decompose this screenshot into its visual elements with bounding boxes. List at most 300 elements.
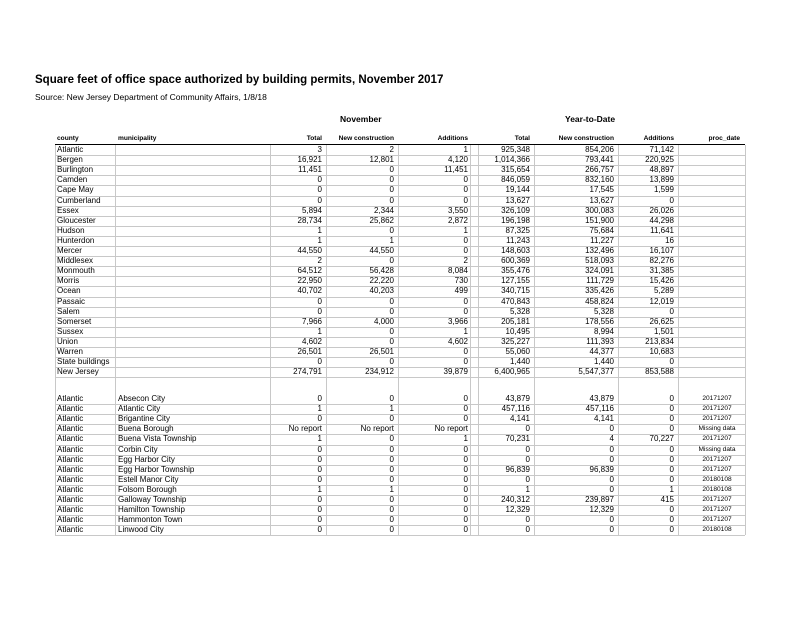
nov-new-cell: 0	[389, 464, 394, 474]
proc-date-cell	[690, 297, 744, 307]
proc-date-cell: Missing data	[698, 445, 736, 453]
table-row	[0, 307, 800, 317]
municipality-cell	[118, 327, 268, 337]
ytd-total-cell: 205,181	[501, 316, 530, 326]
ytd-total-cell: 470,843	[501, 296, 530, 306]
table-row	[0, 266, 800, 276]
nov-add-cell: 0	[463, 484, 468, 494]
nov-new-cell: 0	[389, 296, 394, 306]
ytd-new-cell: 300,083	[585, 205, 614, 215]
ytd-add-cell: 0	[669, 444, 674, 454]
ytd-add-cell: 0	[669, 505, 674, 515]
nov-new-cell: 12,801	[369, 155, 394, 165]
table-row	[0, 226, 800, 236]
ytd-add-cell: 415	[660, 495, 674, 504]
ytd-total-cell: 340,715	[501, 286, 530, 296]
municipality-cell	[118, 165, 268, 175]
nov-total-cell: 0	[317, 515, 322, 525]
table-row	[0, 434, 800, 444]
nov-new-cell: 56,428	[369, 266, 394, 276]
county-cell: Union	[57, 336, 78, 346]
table-row	[0, 367, 800, 377]
county-cell: Sussex	[57, 326, 84, 336]
nov-total-cell: 0	[317, 414, 322, 424]
municipality-cell	[118, 246, 268, 256]
municipality-cell	[118, 256, 268, 266]
proc-date-cell	[690, 357, 744, 367]
ytd-total-cell: 1,440	[509, 357, 530, 367]
municipality-cell	[118, 206, 268, 216]
municipality-cell: Buena Vista Township	[118, 434, 197, 444]
county-cell: Atlantic	[57, 434, 84, 444]
nov-add-cell: 1	[463, 434, 468, 444]
county-cell: Atlantic	[57, 515, 84, 525]
ytd-total-cell: 925,348	[501, 145, 530, 154]
table-row	[0, 455, 800, 465]
municipality-cell: Atlantic City	[118, 404, 161, 414]
ytd-add-cell: 5,289	[653, 286, 674, 296]
ytd-new-cell: 4,141	[593, 414, 614, 424]
ytd-add-cell: 15,426	[649, 276, 674, 286]
county-cell: Mercer	[57, 246, 82, 255]
nov-new-cell: 2	[389, 145, 394, 154]
ytd-add-cell: 0	[669, 525, 674, 535]
proc-date-cell	[690, 337, 744, 347]
column-gridline	[115, 394, 116, 535]
nov-new-cell: 2,344	[373, 205, 394, 215]
nov-total-cell: 0	[317, 454, 322, 464]
nov-new-cell: 1	[389, 484, 394, 494]
ytd-total-cell: 326,109	[501, 205, 530, 215]
nov-add-cell: 0	[463, 296, 468, 306]
nov-total-cell: 0	[317, 495, 322, 504]
proc-date-cell	[690, 276, 744, 286]
nov-new-cell: 25,862	[369, 215, 394, 225]
nov-total-cell: 1	[317, 225, 322, 235]
municipality-cell: Buena Borough	[118, 424, 174, 434]
nov-add-cell: 1	[463, 326, 468, 336]
column-gridline	[115, 145, 116, 395]
ytd-total-cell: 355,476	[501, 266, 530, 276]
november-group-header: November	[340, 114, 382, 124]
table-row	[0, 394, 800, 404]
nov-new-cell: 0	[389, 165, 394, 175]
nov-add-cell: 0	[463, 195, 468, 205]
nov-add-cell: 0	[463, 404, 468, 414]
report-source: Source: New Jersey Department of Community Affairs, 1/8/18	[35, 92, 267, 102]
table-row	[0, 414, 800, 424]
nov-new-cell: 40,203	[369, 286, 394, 296]
county-cell: Middlesex	[57, 256, 94, 266]
nov-new-cell: 0	[389, 175, 394, 185]
ytd-add-cell: 71,142	[649, 145, 674, 154]
nov-new-cell: 26,501	[369, 347, 394, 356]
ytd-new-cell: 132,496	[585, 246, 614, 255]
municipality-cell: Absecon City	[118, 394, 166, 403]
column-gridline	[678, 394, 679, 535]
nov-total-cell: 1	[317, 434, 322, 444]
proc-date-cell: 20171207	[702, 415, 732, 423]
municipality-cell	[118, 347, 268, 357]
county-cell: Atlantic	[57, 404, 84, 414]
ytd-new-cell: 335,426	[585, 286, 614, 296]
nov-total-cell: 0	[317, 296, 322, 306]
ytd-total-cell: 87,325	[505, 225, 530, 235]
proc-date-cell: 20171207	[702, 465, 732, 473]
ytd-add-cell: 0	[669, 515, 674, 525]
county-cell: Cape May	[57, 185, 94, 195]
column-gridline	[745, 145, 746, 395]
county-column-header: county	[57, 135, 79, 142]
column-gridline	[470, 394, 471, 535]
municipality-cell: Egg Harbor City	[118, 454, 175, 464]
table-row	[0, 337, 800, 347]
ytd-total-cell: 0	[525, 474, 530, 484]
table-row	[0, 175, 800, 185]
nov-new-cell: 0	[389, 474, 394, 484]
nov-add-cell: 2,872	[447, 215, 468, 225]
ytd-add-cell: 12,019	[649, 296, 674, 306]
ytd-add-cell: 0	[669, 394, 674, 403]
county-cell: Morris	[57, 276, 80, 286]
ytd-total-cell: 12,329	[505, 505, 530, 515]
table-row	[0, 206, 800, 216]
ytd-add-cell: 31,385	[649, 266, 674, 276]
proc-date-cell	[690, 206, 744, 216]
municipality-cell	[118, 155, 268, 165]
ytd-total-cell: 70,231	[505, 434, 530, 444]
nov-new-cell: 0	[389, 454, 394, 464]
nov-add-cell: 0	[463, 454, 468, 464]
ytd-new-cell: 8,994	[593, 326, 614, 336]
nov-add-cell: 0	[463, 235, 468, 245]
proc-date-cell: 20180108	[702, 526, 732, 534]
table-row	[0, 347, 800, 357]
nov-new-cell: 0	[389, 515, 394, 525]
county-cell: Atlantic	[57, 414, 84, 424]
ytd-total-cell: 6,400,965	[494, 367, 530, 377]
column-gridline	[534, 394, 535, 535]
proc-date-cell: 20171207	[702, 395, 732, 402]
ytd-total-cell: 315,654	[501, 165, 530, 175]
nov-total-cell: 26,501	[297, 347, 322, 356]
municipality-cell	[118, 216, 268, 226]
ytd-new-cell: 0	[609, 424, 614, 434]
nov-total-cell: 1	[317, 484, 322, 494]
column-gridline	[618, 145, 619, 395]
ytd-new-cell: 17,545	[589, 185, 614, 195]
nov-total-cell: 0	[317, 175, 322, 185]
table-row	[0, 357, 800, 367]
row-gridline	[55, 377, 745, 378]
county-cell: Atlantic	[57, 424, 84, 434]
table-row	[0, 297, 800, 307]
proc-date-cell	[690, 347, 744, 357]
ytd-add-cell: 0	[669, 404, 674, 414]
ytd-total-cell: 0	[525, 525, 530, 535]
nov-add-cell: 0	[463, 474, 468, 484]
nov-total-cell: 1	[317, 235, 322, 245]
ytd-total-cell: 325,227	[501, 336, 530, 346]
proc-date-cell	[690, 216, 744, 226]
table-row	[0, 216, 800, 226]
nov-add-cell: 2	[463, 256, 468, 266]
ytd-new-cell: 4	[609, 434, 614, 444]
table-row	[0, 475, 800, 485]
proc-date-cell	[690, 185, 744, 195]
ytd-total-cell: 0	[525, 454, 530, 464]
county-cell: Burlington	[57, 165, 94, 175]
ytd-new-cell: 111,393	[586, 336, 614, 346]
nov-total-cell: No report	[288, 424, 322, 434]
ytd-add-cell: 0	[669, 195, 674, 205]
ytd-new-cell: 75,684	[589, 225, 614, 235]
municipality-cell: Brigantine City	[118, 414, 171, 424]
ytd-new-cell: 458,824	[585, 296, 614, 306]
ytd-total-cell: 19,144	[505, 185, 530, 195]
nov-new-cell: 4,000	[373, 316, 394, 326]
nov-new-cell: 0	[389, 326, 394, 336]
table-row	[0, 276, 800, 286]
nov-total-cell: 0	[317, 195, 322, 205]
proc-date-column-header: proc_date	[708, 135, 740, 142]
table-row	[0, 495, 800, 505]
ytd-new-cell: 5,547,377	[578, 367, 614, 377]
county-cell: Atlantic	[57, 474, 84, 484]
table-row	[0, 404, 800, 414]
proc-date-cell	[690, 196, 744, 206]
county-cell: New Jersey	[57, 367, 99, 377]
nov-total-cell: 0	[317, 357, 322, 367]
ytd-total-cell: 1	[525, 484, 530, 494]
proc-date-cell	[690, 145, 744, 155]
nov-add-cell: 0	[463, 515, 468, 525]
county-cell: Atlantic	[57, 525, 84, 535]
table-row	[0, 505, 800, 515]
column-gridline	[55, 394, 56, 535]
table-row	[0, 145, 800, 155]
municipality-cell	[118, 236, 268, 246]
column-gridline	[678, 145, 679, 395]
table-row	[0, 155, 800, 165]
nov-add-cell: 3,550	[447, 205, 468, 215]
county-cell: Cumberland	[57, 195, 101, 205]
nov-add-cell: 0	[463, 414, 468, 424]
nov-total-cell: 0	[317, 505, 322, 515]
county-cell: Hudson	[57, 225, 85, 235]
ytd-new-cell: 266,757	[585, 165, 614, 175]
ytd-total-cell: 4,141	[509, 414, 530, 424]
nov-total-cell: 1	[317, 404, 322, 414]
table-row	[0, 424, 800, 434]
nov-add-cell: 4,120	[447, 155, 468, 165]
county-cell: State buildings	[57, 357, 110, 367]
column-gridline	[398, 145, 399, 395]
municipality-cell	[118, 175, 268, 185]
proc-date-cell	[690, 165, 744, 175]
county-cell: Salem	[57, 306, 80, 316]
ytd-total-cell: 0	[525, 424, 530, 434]
ytd-add-cell: 1	[669, 484, 674, 494]
proc-date-cell	[690, 246, 744, 256]
ytd-total-cell: 0	[525, 444, 530, 454]
ytd-new-cell: 832,160	[585, 175, 614, 185]
municipality-cell	[118, 337, 268, 347]
county-cell: Atlantic	[57, 495, 84, 504]
nov-add-cell: 0	[463, 175, 468, 185]
nov-add-cell: 1	[463, 225, 468, 235]
ytd-new-cell: 1,440	[593, 357, 614, 367]
county-cell: Warren	[57, 347, 83, 356]
table-row	[0, 185, 800, 195]
proc-date-cell	[690, 256, 744, 266]
nov-total-cell: 0	[317, 306, 322, 316]
municipality-cell	[118, 145, 268, 155]
ytd-new-cell: 0	[609, 525, 614, 535]
ytd-add-cell: 0	[669, 454, 674, 464]
ytd-total-cell: 240,312	[501, 495, 530, 504]
municipality-cell: Hammonton Town	[118, 515, 183, 525]
ytd-new-cell: 178,556	[585, 316, 614, 326]
proc-date-cell: 20180108	[702, 475, 732, 483]
nov-total-cell: 28,734	[297, 215, 322, 225]
municipality-cell: Linwood City	[118, 525, 164, 535]
table-row	[0, 317, 800, 327]
proc-date-cell: 20171207	[702, 455, 732, 463]
nov-additions-column-header: Additions	[437, 135, 468, 142]
column-gridline	[55, 145, 56, 395]
ytd-total-cell: 196,198	[501, 215, 530, 225]
ytd-add-cell: 16	[665, 235, 674, 245]
ytd-add-cell: 16,107	[649, 246, 674, 255]
municipality-cell	[118, 307, 268, 317]
ytd-total-cell: 43,879	[505, 394, 530, 403]
nov-new-cell: 0	[389, 357, 394, 367]
ytd-add-cell: 26,625	[649, 316, 674, 326]
ytd-new-cell: 0	[609, 444, 614, 454]
table-row	[0, 465, 800, 475]
ytd-add-cell: 48,897	[649, 165, 674, 175]
nov-new-cell: 0	[389, 505, 394, 515]
proc-date-cell: 20171207	[702, 435, 732, 443]
municipality-cell	[118, 266, 268, 276]
column-gridline	[478, 145, 479, 395]
nov-total-cell: 0	[317, 185, 322, 195]
proc-date-cell: 20180108	[702, 485, 732, 493]
nov-add-cell: 730	[454, 276, 468, 286]
table-row	[0, 525, 800, 535]
ytd-add-cell: 1,501	[653, 326, 674, 336]
column-gridline	[270, 145, 271, 395]
nov-total-cell: 64,512	[297, 266, 322, 276]
county-cell: Hunterdon	[57, 235, 95, 245]
ytd-new-cell: 13,627	[589, 195, 614, 205]
ytd-add-cell: 0	[669, 306, 674, 316]
county-cell: Gloucester	[57, 215, 96, 225]
nov-add-cell: 0	[463, 495, 468, 504]
nov-new-cell: 22,220	[369, 276, 394, 286]
nov-total-cell: 11,451	[298, 165, 322, 175]
ytd-total-cell: 457,116	[501, 404, 530, 414]
nov-total-cell: 40,702	[297, 286, 322, 296]
ytd-new-cell: 12,329	[589, 505, 614, 515]
nov-new-cell: 0	[389, 185, 394, 195]
nov-total-cell: 1	[317, 326, 322, 336]
municipality-cell: Hamilton Township	[118, 505, 185, 515]
ytd-total-cell: 10,495	[505, 326, 530, 336]
nov-new-cell: 1	[389, 235, 394, 245]
table-row	[0, 327, 800, 337]
ytd-add-cell: 0	[669, 474, 674, 484]
ytd-add-cell: 10,683	[649, 347, 674, 356]
municipality-cell	[118, 276, 268, 286]
ytd-add-cell: 13,899	[649, 175, 674, 185]
ytd-additions-column-header: Additions	[643, 135, 674, 142]
ytd-total-cell: 11,243	[506, 235, 530, 245]
nov-add-cell: 0	[463, 444, 468, 454]
nov-new-cell: 234,912	[365, 367, 394, 377]
ytd-total-cell: 148,603	[501, 246, 530, 255]
ytd-total-cell: 5,328	[509, 306, 530, 316]
nov-new-cell: 0	[389, 525, 394, 535]
table-row	[0, 286, 800, 296]
county-cell: Atlantic	[57, 505, 84, 515]
nov-add-cell: 0	[463, 464, 468, 474]
ytd-new-cell: 854,206	[585, 145, 614, 154]
municipality-cell: Estell Manor City	[118, 474, 179, 484]
nov-add-cell: 0	[463, 505, 468, 515]
proc-date-cell	[690, 367, 744, 377]
table-row	[0, 515, 800, 525]
nov-total-cell: 44,550	[297, 246, 322, 255]
report-title: Square feet of office space authorized by building permits, November 2017	[35, 74, 444, 86]
nov-add-cell: 0	[463, 357, 468, 367]
ytd-new-cell: 11,227	[590, 235, 614, 245]
nov-total-cell: 2	[317, 256, 322, 266]
county-cell: Camden	[57, 175, 88, 185]
nov-total-cell: 0	[317, 394, 322, 403]
municipality-cell: Corbin City	[118, 444, 158, 454]
county-cell: Somerset	[57, 316, 92, 326]
table-row	[0, 256, 800, 266]
county-cell: Atlantic	[57, 454, 84, 464]
county-cell: Atlantic	[57, 484, 84, 494]
ytd-total-cell: 600,369	[501, 256, 530, 266]
column-gridline	[270, 394, 271, 535]
proc-date-cell	[690, 266, 744, 276]
year-to-date-group-header: Year-to-Date	[565, 114, 616, 124]
county-cell: Monmouth	[57, 266, 95, 276]
ytd-new-cell: 457,116	[585, 404, 614, 414]
proc-date-cell: Missing data	[698, 425, 736, 433]
municipality-cell	[118, 185, 268, 195]
column-gridline	[326, 394, 327, 535]
municipality-cell	[118, 297, 268, 307]
municipality-cell	[118, 357, 268, 367]
county-cell: Essex	[57, 205, 79, 215]
ytd-total-cell: 0	[525, 515, 530, 525]
proc-date-cell: 20171207	[702, 506, 732, 514]
proc-date-cell	[690, 175, 744, 185]
nov-total-cell: 0	[317, 464, 322, 474]
table-row	[0, 485, 800, 495]
ytd-new-cell: 239,897	[585, 495, 614, 504]
nov-add-cell: 0	[463, 185, 468, 195]
municipality-cell	[118, 286, 268, 296]
ytd-add-cell: 11,641	[650, 225, 674, 235]
nov-new-cell: 0	[389, 394, 394, 403]
municipality-cell: Folsom Borough	[118, 484, 177, 494]
